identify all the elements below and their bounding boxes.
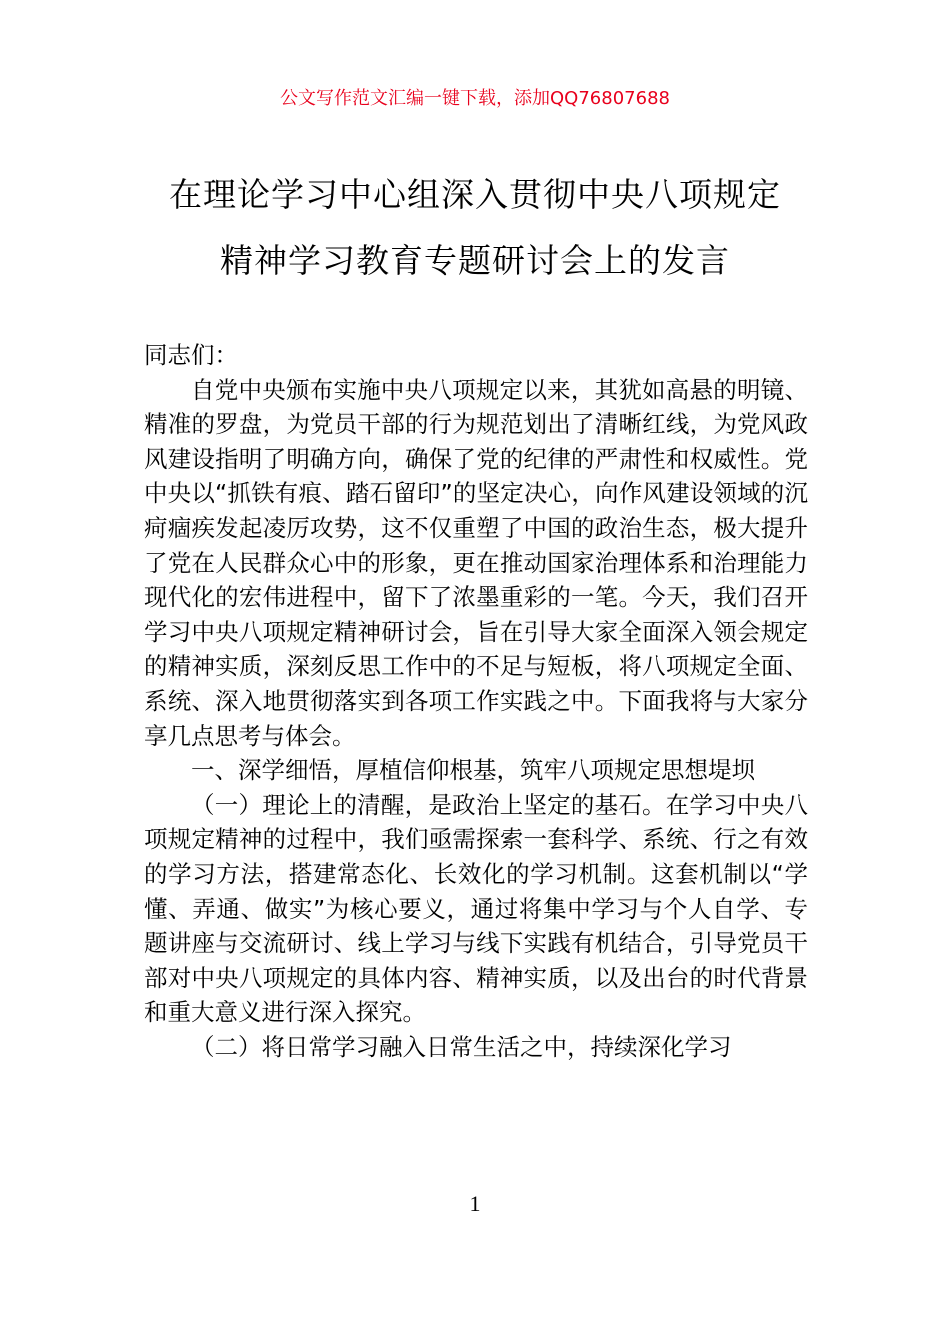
document-title-line-2: 精神学习教育专题研讨会上的发言 <box>220 241 730 280</box>
subsection-paragraph-1: （一）理论上的清醒，是政治上坚定的基石。在学习中央八项规定精神的过程中，我们亟需探索一套科学、系统、行之有效的学习方法，搭建常态化、长效化的学习机制。这套机制以“学懂、弄通、做实”为核心要义，通过将集中学习与个人自学、专题讲座与交流研讨、线上学习与线下实践有机结合，引导党员干部对中央八项规定的具体内容、精神实质，以及出台的时代背景和重大意义进行深入探究。 <box>144 790 808 1027</box>
intro-paragraph: 自党中央颁布实施中央八项规定以来，其犹如高悬的明镜、精准的罗盘，为党员干部的行为规范划出了清晰红线，为党风政风建设指明了明确方向，确保了党的纪律的严肃性和权威性。党中央以“抓铁有痕、踏石留印”的坚定决心，向作风建设领域的沉疴痼疾发起凌厉攻势，这不仅重塑了中国的政治生态，极大提升了党在人民群众心中的形象，更在推动国家治理体系和治理能力现代化的宏伟进程中，留下了浓墨重彩的一笔。今天，我们召开学习中央八项规定精神研讨会，旨在引导大家全面深入领会规定的精神实质，深刻反思工作中的不足与短板，将八项规定全面、系统、深入地贯彻落实到各项工作实践之中。下面我将与大家分享几点思考与体会。 <box>144 375 808 750</box>
page-number: 1 <box>469 1191 481 1216</box>
subsection-paragraph-2: （二）将日常学习融入日常生活之中，持续深化学习 <box>191 1032 732 1061</box>
download-promo-note: 公文写作范文汇编一键下载，添加QQ76807688 <box>280 88 670 109</box>
salutation: 同志们： <box>144 341 238 369</box>
section-heading-1: 一、深学细悟，厚植信仰根基，筑牢八项规定思想堤坝 <box>191 756 755 785</box>
document-title-line-1: 在理论学习中心组深入贯彻中央八项规定 <box>169 175 781 214</box>
document-body <box>144 338 808 1064</box>
